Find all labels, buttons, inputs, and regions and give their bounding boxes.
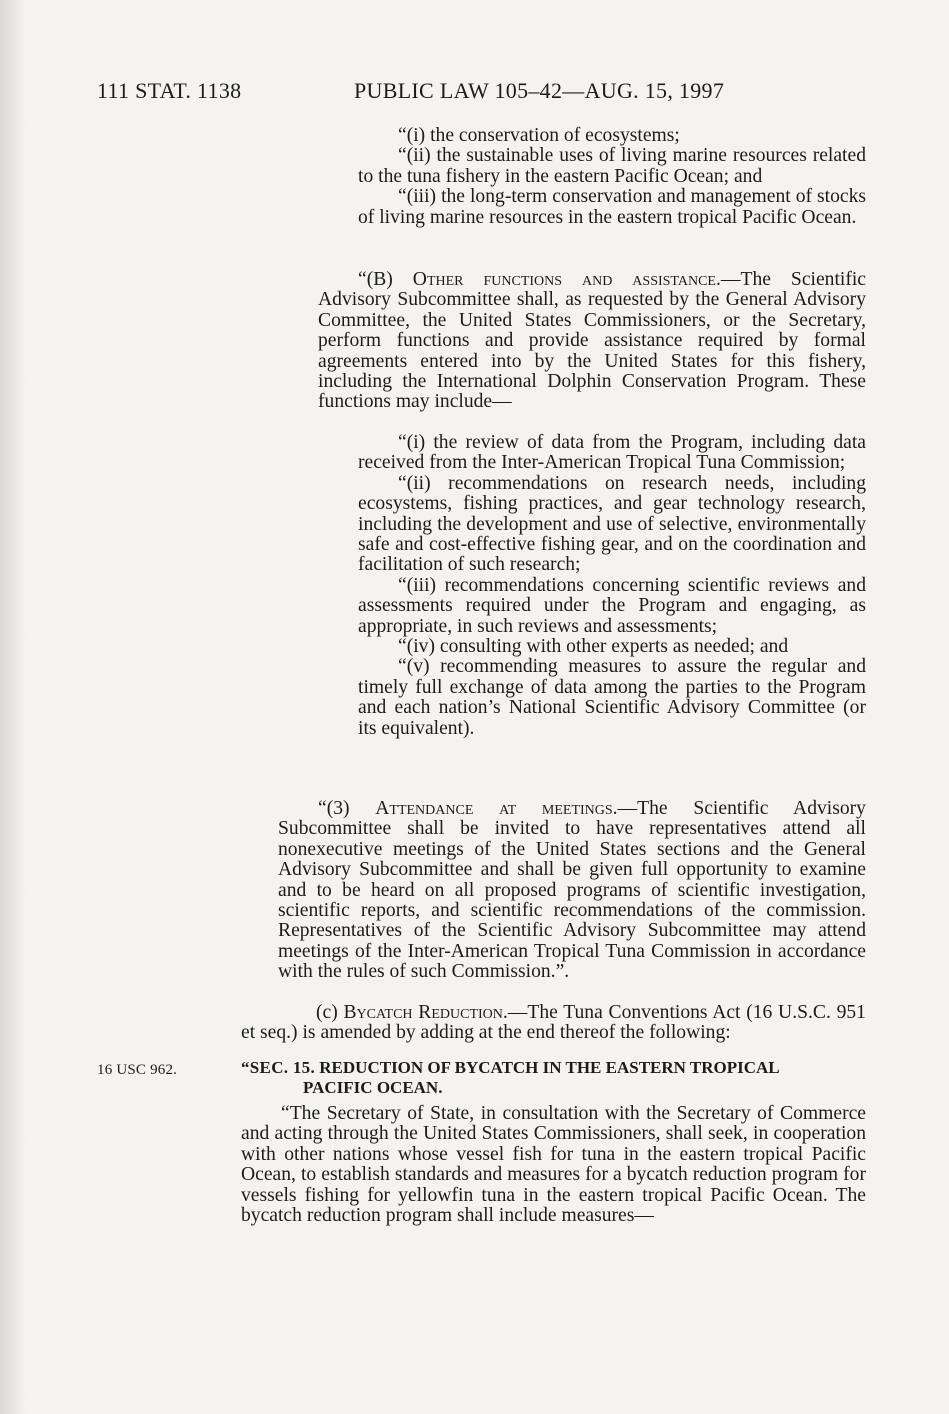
paragraph-c-prefix: (c) bbox=[316, 1002, 344, 1023]
list-item: “(ii) the sustainable uses of living marine resources related to the tuna fishery in the eastern Pacific Ocean; and bbox=[358, 145, 866, 187]
public-law-citation: PUBLIC LAW 105–42—AUG. 15, 1997 bbox=[354, 78, 725, 103]
section-body bbox=[241, 1104, 866, 1226]
list-item: “(iii) recommendations concerning scientific reviews and assessments required under the Program and engaging, as appropriate, in such reviews and assessments; bbox=[358, 574, 866, 637]
paragraph-b-prefix: “(B) bbox=[358, 269, 413, 290]
list-item: “(v) recommending measures to assure the regular and timely full exchange of data among the parties to the Program and each nation’s National Scientific Advisory Committee (or its equivalent). bbox=[358, 656, 866, 739]
paragraph-3-heading: Attendance at meetings. bbox=[375, 798, 618, 819]
paragraph-b-heading: Other functions and assistance. bbox=[412, 269, 721, 290]
list-item: “(i) the review of data from the Program, including data received from the Inter-American Tropical Tuna Commission; bbox=[358, 432, 866, 474]
list-item: “(i) the conservation of ecosystems; bbox=[398, 125, 680, 146]
paragraph-b bbox=[318, 270, 866, 413]
section-number: “SEC. 15. bbox=[241, 1058, 316, 1077]
paragraph-c-heading: Bycatch Reduction. bbox=[343, 1002, 508, 1023]
section-heading bbox=[241, 1058, 866, 1098]
ecosystem-list bbox=[358, 126, 866, 228]
list-item: “(iii) the long-term conservation and management of stocks of living marine resources in the eastern tropical Pacific Ocean. bbox=[358, 186, 866, 228]
margin-citation: 16 USC 962. bbox=[97, 1062, 178, 1078]
page-edge-shadow bbox=[0, 0, 26, 1414]
running-header bbox=[97, 78, 889, 108]
section-title-line1: REDUCTION OF BYCATCH IN THE EASTERN TROPICAL bbox=[319, 1058, 780, 1077]
paragraph-c-text: —The Tuna Conventions Act (16 U.S.C. 951 et seq.) is amended by adding at the end thereof the following: bbox=[241, 1002, 866, 1044]
statute-page-number: 111 STAT. 1138 bbox=[97, 78, 242, 103]
paragraph-3-prefix: “(3) bbox=[318, 798, 376, 819]
paragraph-3 bbox=[278, 799, 866, 983]
paragraph-b-text: —The Scientific Advisory Subcommittee shall, as requested by the General Advisory Committee, the United States Commissioners, or the Secretary, perform functions and provide assistance required by formal agreements entered into by the United States for this fishery, including the International Dolphin Conservation Program. These functions may include— bbox=[318, 269, 867, 413]
section-body-paragraph: “The Secretary of State, in consultation with the Secretary of Commerce and acting through the United States Commissioners, shall seek, in cooperation with other nations whose vessel fish for tuna in the eastern tropical Pacific Ocean, to establish standards and measures for a bycatch reduction program for vessels fishing for yellowfin tuna in the eastern tropical Pacific Ocean. The bycatch reduction program shall include measures— bbox=[241, 1103, 866, 1227]
list-item: “(ii) recommendations on research needs, including ecosystems, fishing practices, and gear technology research, including the development and use of selective, environmentally safe and cost-effective fishing gear, and on the coordination and facilitation of such research; bbox=[358, 472, 866, 576]
section-title-line2: PACIFIC OCEAN. bbox=[303, 1078, 443, 1097]
functions-list bbox=[358, 433, 866, 739]
paragraph-3-text: —The Scientific Advisory Subcommittee shall be invited to have representatives attend all nonexecutive meetings of the United States sections and the General Advisory Subcommittee and shall be given full opportunity to examine and to be heard on all proposed programs of scientific investigation, scientific reports, and scientific recommendations of the commission. Representatives of the Scientific Advisory Subcommittee may attend meetings of the Inter-American Tropical Tuna Commission in accordance with the rules of such Commission.”. bbox=[278, 798, 866, 983]
list-item: “(iv) consulting with other experts as needed; and bbox=[398, 636, 789, 658]
paragraph-c bbox=[241, 1003, 866, 1044]
